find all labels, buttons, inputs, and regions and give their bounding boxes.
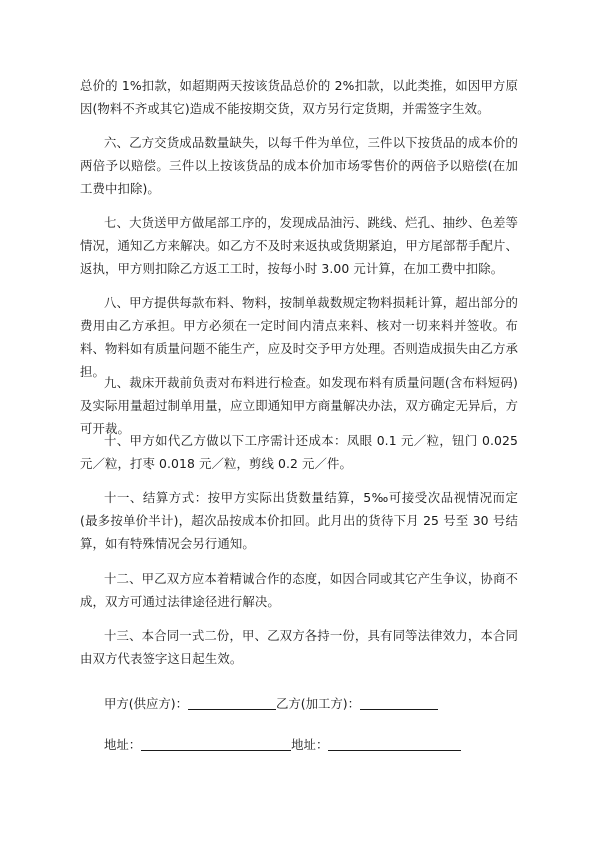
address-b-line[interactable] bbox=[328, 736, 461, 751]
clause-11: 十一、结算方式：按甲方实际出货数量结算，5‰可接受次品视情况而定(最多按单价半计)，超次品按成本价扣回。此月出的货待下月 25 号至 30 号结算，如有特殊情况会另行通知。 bbox=[80, 490, 518, 551]
clause-7: 七、大货送甲方做尾部工序的，发现成品油污、跳线、烂孔、抽纱、色差等情况，通知乙方来解决。如乙方不及时来返执或货期紧迫，甲方尾部帮手配片、返执，甲方则扣除乙方返工工时，按每小时 3.00 元计算，在加工费中扣除。 bbox=[80, 215, 518, 276]
party-b-signature-line[interactable] bbox=[360, 695, 438, 710]
clause-9: 九、裁床开裁前负责对布料进行检查。如发现布料有质量问题(含布料短码)及实际用量超过制单用量，应立即通知甲方商量解决办法，双方确定无异后，方可开裁。 bbox=[80, 375, 518, 436]
signature-row-parties bbox=[104, 694, 438, 714]
clause-6: 六、乙方交货成品数量缺失，以每千件为单位，三件以下按货品的成本价的两倍予以赔偿。三件以上按该货品的成本价加市场零售价的两倍予以赔偿(在加工费中扣除)。 bbox=[80, 135, 518, 196]
party-b-label: 乙方(加工方)： bbox=[276, 696, 361, 711]
address-a-line[interactable] bbox=[141, 736, 291, 751]
address-a-label: 地址： bbox=[104, 737, 142, 752]
clause-12: 十二、甲乙双方应本着精诚合作的态度，如因合同或其它产生争议，协商不成，双方可通过法律途径进行解决。 bbox=[80, 571, 518, 609]
party-a-label: 甲方(供应方)： bbox=[104, 696, 189, 711]
party-a-signature-line[interactable] bbox=[188, 695, 276, 710]
signature-row-addresses bbox=[104, 735, 461, 755]
clause-10: 十、甲方如代乙方做以下工序需计还成本：凤眼 0.1 元／粒，钮门 0.025 元／粒，打枣 0.018 元／粒，剪线 0.2 元／件。 bbox=[80, 433, 518, 471]
paragraph-continuation: 总价的 1%扣款，如超期两天按该货品总价的 2%扣款，以此类推，如因甲方原因(物料不齐或其它)造成不能按期交货，双方另行定货期，并需签字生效。 bbox=[80, 78, 518, 116]
address-b-label: 地址： bbox=[291, 737, 329, 752]
clause-8: 八、甲方提供每款布料、物料，按制单裁数规定物料损耗计算，超出部分的费用由乙方承担。甲方必须在一定时间内清点来料、核对一切来料并签收。布料、物料如有质量问题不能生产，应及时交予甲方处理。否则造成损失由乙方承担。 bbox=[80, 295, 518, 379]
clause-13: 十三、本合同一式二份，甲、乙双方各持一份，具有同等法律效力，本合同由双方代表签字这日起生效。 bbox=[80, 628, 518, 666]
